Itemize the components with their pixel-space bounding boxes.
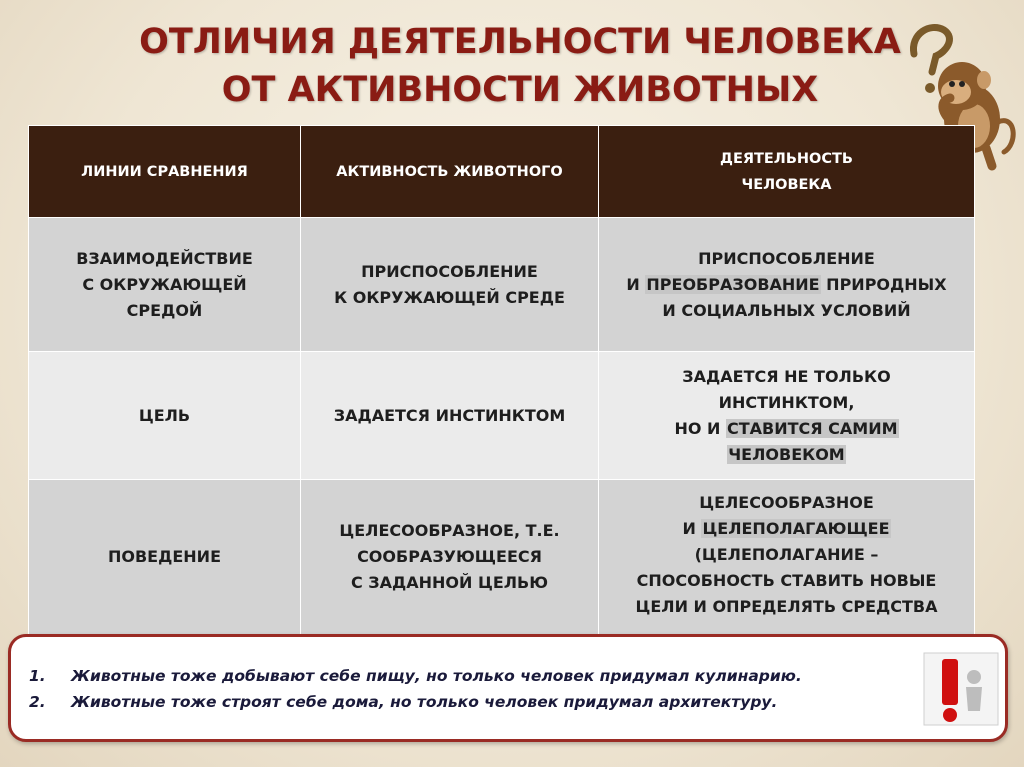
list-item: 2. Животные тоже строят себе дома, но только человек придумал архитектуру. bbox=[29, 693, 778, 711]
notes-list bbox=[29, 663, 802, 715]
table-row bbox=[29, 352, 975, 480]
exclamation-warning-icon bbox=[922, 651, 1000, 727]
row-interaction-human: ПРИСПОСОБЛЕНИЕ И ПРЕОБРАЗОВАНИЕ ПРИРОДНЫХ И СОЦИАЛЬНЫХ УСЛОВИЙ bbox=[599, 218, 975, 352]
list-item: 1. Животные тоже добывают себе пищу, но только человек придумал кулинарию. bbox=[29, 667, 802, 685]
notes-box bbox=[8, 634, 1008, 742]
row-interaction-label: ВЗАИМОДЕЙСТВИЕ С ОКРУЖАЮЩЕЙ СРЕДОЙ bbox=[29, 218, 301, 352]
highlight-set-by-human: СТАВИТСЯ САМИМ bbox=[727, 418, 898, 438]
table-row bbox=[29, 218, 975, 352]
highlight-transformation: ПРЕОБРАЗОВАНИЕ bbox=[646, 274, 820, 294]
row-goal-animal: ЗАДАЕТСЯ ИНСТИНКТОМ bbox=[301, 352, 599, 480]
header-animal-activity: АКТИВНОСТЬ ЖИВОТНОГО bbox=[301, 126, 599, 218]
header-human-activity: ДЕЯТЕЛЬНОСТЬ ЧЕЛОВЕКА bbox=[599, 126, 975, 218]
header-comparison-lines: ЛИНИИ СРАВНЕНИЯ bbox=[29, 126, 301, 218]
row-goal-label: ЦЕЛЬ bbox=[29, 352, 301, 480]
table-header-row bbox=[29, 126, 975, 218]
row-behavior-label: ПОВЕДЕНИЕ bbox=[29, 480, 301, 635]
row-behavior-human: ЦЕЛЕСООБРАЗНОЕ И ЦЕЛЕПОЛАГАЮЩЕЕ (ЦЕЛЕПОЛАГАНИЕ – СПОСОБНОСТЬ СТАВИТЬ НОВЫЕ ЦЕЛИ И ОПРЕДЕЛЯТЬ СРЕДСТВА bbox=[599, 480, 975, 635]
row-interaction-animal: ПРИСПОСОБЛЕНИЕ К ОКРУЖАЮЩЕЙ СРЕДЕ bbox=[301, 218, 599, 352]
row-goal-human: ЗАДАЕТСЯ НЕ ТОЛЬКО ИНСТИНКТОМ, НО И СТАВИТСЯ САМИМ ЧЕЛОВЕКОМ bbox=[599, 352, 975, 480]
highlight-human: ЧЕЛОВЕКОМ bbox=[728, 444, 845, 464]
table-row bbox=[29, 480, 975, 635]
slide-title-line1: ОТЛИЧИЯ ДЕЯТЕЛЬНОСТИ ЧЕЛОВЕКА bbox=[139, 22, 901, 62]
comparison-table bbox=[28, 125, 975, 635]
slide-title bbox=[120, 18, 920, 114]
highlight-goal-setting: ЦЕЛЕПОЛАГАЮЩЕЕ bbox=[702, 519, 890, 538]
slide-title-line2: ОТ АКТИВНОСТИ ЖИВОТНЫХ bbox=[221, 70, 819, 110]
row-behavior-animal: ЦЕЛЕСООБРАЗНОЕ, Т.Е. СООБРАЗУЮЩЕЕСЯ С ЗАДАННОЙ ЦЕЛЬЮ bbox=[301, 480, 599, 635]
